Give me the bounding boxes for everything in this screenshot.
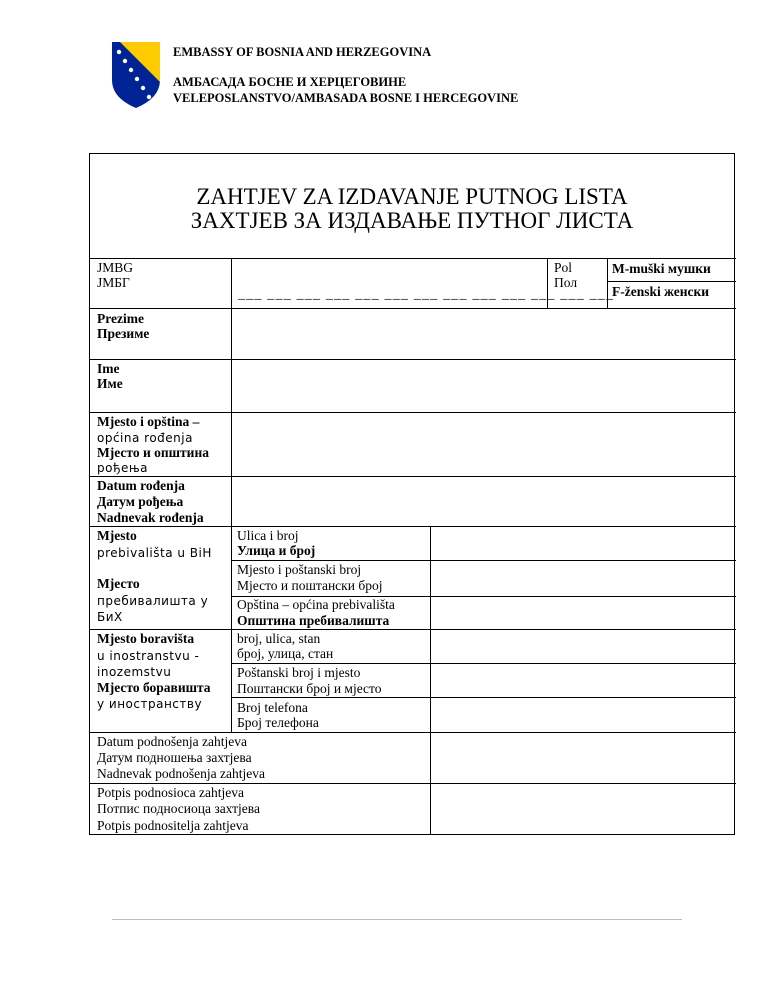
jmbg-digit-placeholders: ___ ___ ___ ___ ___ ___ ___ ___ ___ ___ ___ ___ ___ [238, 287, 615, 302]
embassy-header [110, 40, 670, 116]
birth-date-label: Datum rođenja [97, 478, 185, 493]
abroad-address-label-cyrillic: број, улица, стан [237, 646, 334, 661]
embassy-name-cyrillic: АМБАСАДА БОСНЕ И ХЕРЦЕГОВИНЕ [173, 75, 407, 89]
phone-field[interactable] [431, 698, 736, 732]
residence-label-cyrillic-2: пребивалишта у [97, 594, 209, 608]
abroad-postal-label: Poštanski broj i mjesto [237, 665, 361, 680]
birthplace-label: Mjesto i opština – [97, 414, 200, 429]
sex-label: Pol [554, 260, 573, 275]
submission-date-label: Datum podnošenja zahtjeva [97, 734, 247, 749]
surname-field[interactable] [232, 309, 736, 359]
signature-label-cyrillic: Потпис подносиоца захтјева [97, 801, 260, 816]
first-name-label: Ime [97, 361, 120, 376]
residence-label: Mjesto [97, 528, 137, 543]
form-title-latin: ZAHTJEV ZA IZDAVANJE PUTNOG LISTA [196, 184, 628, 209]
coat-of-arms-icon [110, 40, 162, 110]
birthplace-label-cyrillic-2: рођења [97, 461, 148, 475]
submission-date-label-hr: Nadnevak podnošenja zahtjeva [97, 766, 265, 781]
signature-label: Potpis podnosioca zahtjeva [97, 785, 244, 800]
abroad-residence-label-cyrillic: Мјесто боравишта [97, 680, 211, 695]
footer-divider [112, 919, 682, 920]
birthplace-label-cyrillic: Мјесто и општина [97, 445, 209, 460]
birthplace-field[interactable] [232, 413, 736, 476]
birthplace-label-2: općina rođenja [97, 431, 193, 445]
jmbg-label-cyrillic: ЈМБГ [97, 275, 130, 290]
signature-field[interactable] [431, 784, 736, 835]
submission-date-field[interactable] [431, 733, 736, 783]
postal-place-label-cyrillic: Мјесто и поштански број [237, 578, 383, 593]
phone-label-cyrillic: Број телефона [237, 715, 319, 730]
municipality-label-cyrillic: Општина пребивалишта [237, 613, 390, 628]
first-name-label-cyrillic: Име [97, 376, 123, 391]
surname-label: Prezime [97, 311, 144, 326]
postal-place-label: Mjesto i poštanski broj [237, 562, 362, 577]
abroad-residence-label-cyrillic-2: у иностранству [97, 697, 203, 711]
first-name-field[interactable] [232, 360, 736, 412]
embassy-name-hr: VELEPOSLANSTVO/AMBASADA BOSNE I HERCEGOVINE [173, 91, 519, 105]
abroad-address-field[interactable] [431, 630, 736, 663]
jmbg-label: JMBG [97, 260, 134, 275]
abroad-postal-field[interactable] [431, 664, 736, 697]
signature-label-hr: Potpis podnositelja zahtjeva [97, 818, 249, 833]
birth-date-label-cyrillic: Датум рођења [97, 494, 184, 509]
street-label-cyrillic: Улица и број [237, 543, 316, 558]
abroad-postal-label-cyrillic: Поштански број и мјесто [237, 681, 382, 696]
submission-date-label-cyrillic: Датум подношења захтјева [97, 750, 252, 765]
residence-label-cyrillic: Мјесто [97, 576, 140, 591]
embassy-name-en: EMBASSY OF BOSNIA AND HERZEGOVINA [173, 45, 432, 59]
residence-label-2: prebivališta u BiH [97, 546, 212, 560]
abroad-residence-label-3: inozemstvu [97, 665, 172, 679]
municipality-field[interactable] [431, 597, 736, 629]
postal-place-field[interactable] [431, 561, 736, 596]
phone-label: Broj telefona [237, 700, 308, 715]
form-title-cyrillic: ЗАХТЈЕВ ЗА ИЗДАВАЊЕ ПУТНОГ ЛИСТА [190, 208, 634, 233]
sex-option-female[interactable]: F-ženski женски [612, 284, 710, 299]
application-form [89, 153, 735, 835]
surname-label-cyrillic: Презиме [97, 326, 150, 341]
municipality-label: Opština – općina prebivališta [237, 597, 395, 612]
birth-date-field[interactable] [232, 477, 736, 526]
abroad-residence-label-2: u inostranstvu - [97, 649, 200, 663]
abroad-address-label: broj, ulica, stan [237, 631, 321, 646]
sex-label-cyrillic: Пол [554, 275, 578, 290]
residence-label-cyrillic-3: БиХ [97, 610, 123, 624]
birth-date-label-hr: Nadnevak rođenja [97, 510, 204, 525]
street-label: Ulica i broj [237, 528, 299, 543]
abroad-residence-label: Mjesto boravišta [97, 631, 195, 646]
street-field[interactable] [431, 527, 736, 560]
sex-option-male[interactable]: M-muški мушки [612, 261, 711, 276]
